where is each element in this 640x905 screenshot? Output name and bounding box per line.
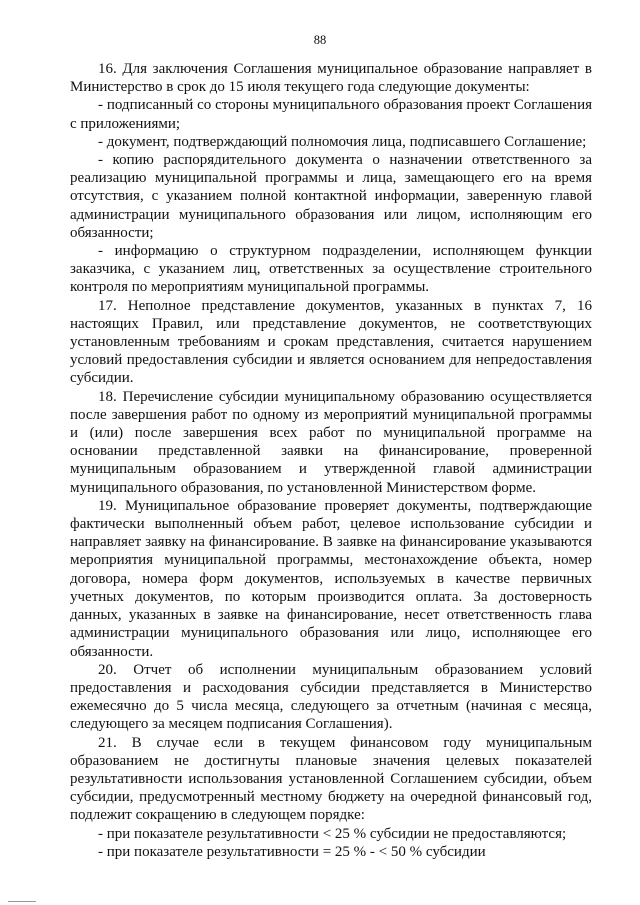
list-item-authority-document: - документ, подтверждающий полномочия лица, подписавшего Соглашение; bbox=[98, 133, 587, 150]
paragraph-21: 21. В случае если в текущем финансовом году муниципальным образованием не достигнуты плановые значения целевых показателей результативности использования установленной Соглашением субсидии, объем субсидии, предусмотренный местному бюджету на очередной финансовый год, подлежит сокращению в следующем порядке: bbox=[70, 734, 592, 824]
paragraph-19: 19. Муниципальное образование проверяет документы, подтверждающие фактически выполненный объем работ, целевое использование субсидии и направляет заявку на финансирование. В заявке на финансирование указываются мероприятия муниципальной программы, местонахождение объекта, номер договора, номера форм документов, используемых в качестве первичных учетных документов, по которым производится оплата. За достоверность данных, указанных в заявке на финансирование, несет ответственность глава администрации муниципального образования или лицо, исполняющее его обязанности. bbox=[70, 497, 592, 660]
paragraph-16: 16. Для заключения Соглашения муниципальное образование направляет в Министерство в срок до 15 июля текущего года следующие документы: bbox=[70, 61, 592, 96]
list-item-result-under-25: - при показателе результативности < 25 % субсидии не предоставляются; bbox=[98, 825, 567, 842]
list-item-structural-unit-info: - информацию о структурном подразделении, исполняющем функции заказчика, с указанием лиц, ответственных за осуществление строительного контроля по мероприятиям муниципальной программы. bbox=[70, 243, 592, 296]
paragraph-17: 17. Неполное представление документов, указанных в пунктах 7, 16 настоящих Правил, или представление документов, не соответствующих установленным требованиям и срокам представления, считается нарушением условий предоставления субсидии и является основанием для непредоставления субсидии. bbox=[70, 297, 592, 387]
document-body bbox=[70, 60, 592, 861]
list-item-result-25-50: - при показателе результативности = 25 % - < 50 % субсидии bbox=[98, 843, 486, 860]
paragraph-20: 20. Отчет об исполнении муниципальным образованием условий предоставления и расходования субсидии представляется в Министерство ежемесячно до 5 числа месяца, следующего за отчетным (начиная с месяца, следующего за месяцем подписания Соглашения). bbox=[70, 661, 592, 733]
list-item-order-copy: - копию распорядительного документа о назначении ответственного за реализацию муниципальной программы и лица, замещающего его на время отсутствия, с указанием полной контактной информации, заверенную главой администрации муниципального образования или лицом, исполняющим его обязанности; bbox=[70, 152, 592, 241]
paragraph-18: 18. Перечисление субсидии муниципальному образованию осуществляется после завершения работ по одному из мероприятий муниципальной программы и (или) после завершения всех работ по муниципальной программе на основании представленной заявки на финансирование, проверенной муниципальным образованием и утвержденной главой администрации муниципального образования, по установленной Министерством форме. bbox=[70, 388, 592, 496]
page-number: 88 bbox=[313, 33, 327, 47]
list-item-draft-agreement: - подписанный со стороны муниципального образования проект Соглашения с приложениями; bbox=[70, 97, 592, 132]
footnote-rule bbox=[8, 901, 36, 902]
